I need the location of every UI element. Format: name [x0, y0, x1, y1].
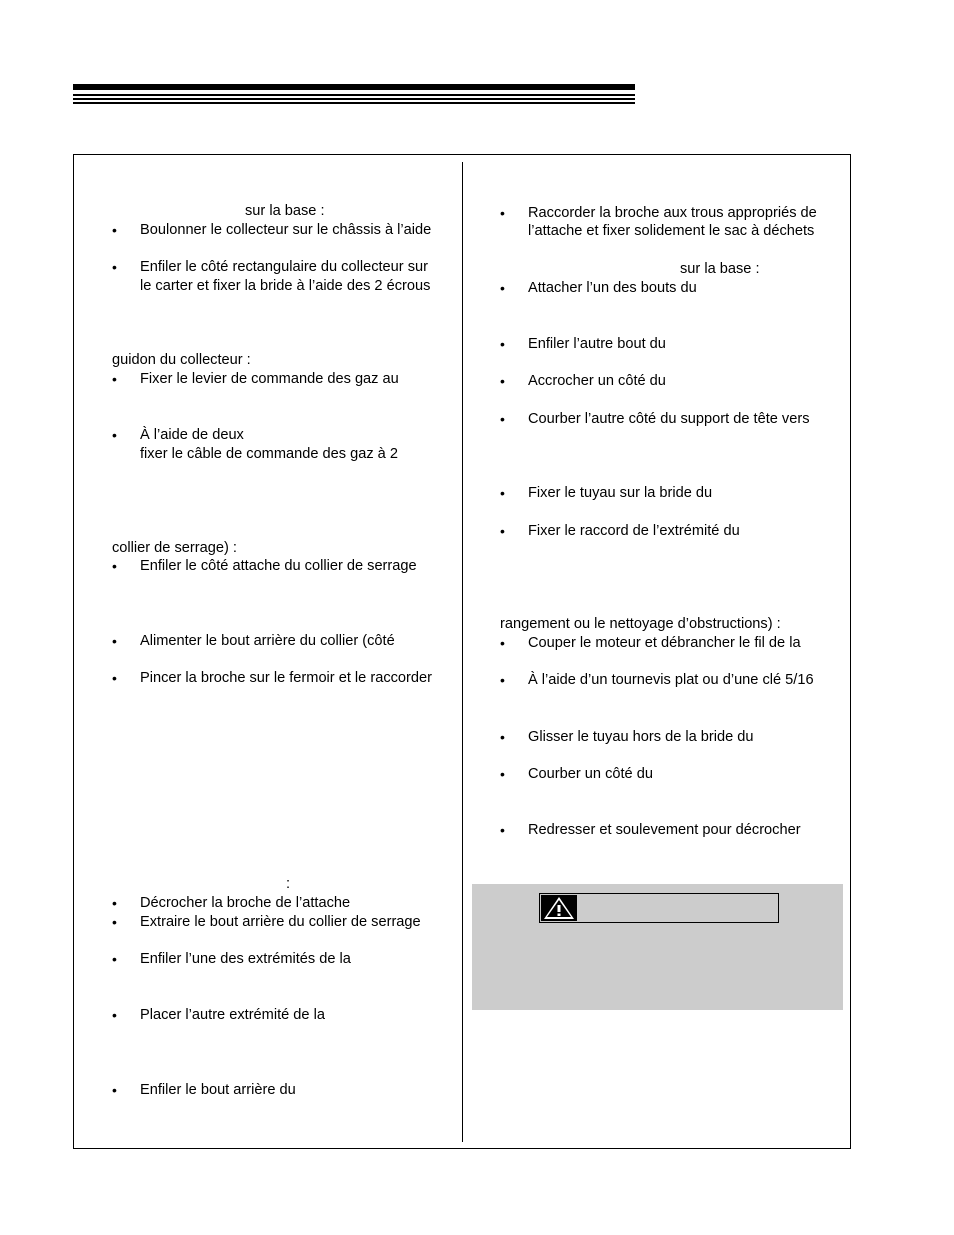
left-text-line: le carter et fixer la bride à l’aide des 2 écrous	[140, 278, 431, 294]
left-text-line: collier de serrage) :	[112, 540, 237, 556]
bullet: •	[500, 766, 505, 782]
bullet: •	[112, 895, 117, 911]
warning-label	[539, 893, 779, 923]
bullet: •	[500, 280, 505, 296]
left-text-line: À l’aide de deux	[140, 427, 244, 443]
right-text-line: sur la base :	[680, 261, 760, 277]
bullet: •	[500, 205, 505, 221]
bullet: •	[500, 672, 505, 688]
left-text-line: Fixer le levier de commande des gaz au	[140, 371, 399, 387]
bullet: •	[500, 485, 505, 501]
right-text-line: Redresser et soulevement pour décrocher	[528, 822, 801, 838]
header-rule-thin-2	[73, 98, 635, 100]
bullet: •	[112, 427, 117, 443]
right-text-line: Raccorder la broche aux trous appropriés de	[528, 205, 817, 221]
bullet: •	[500, 373, 505, 389]
right-text-line: À l’aide d’un tournevis plat ou d’une clé 5/16	[528, 672, 814, 688]
left-text-line: Enfiler l’une des extrémités de la	[140, 951, 351, 967]
bullet: •	[112, 670, 117, 686]
left-text-line: Boulonner le collecteur sur le châssis à l’aide	[140, 222, 432, 238]
right-text-line: l’attache et fixer solidement le sac à déchets	[528, 223, 815, 239]
column-divider	[462, 162, 463, 1142]
left-text-line: Alimenter le bout arrière du collier (côté	[140, 633, 395, 649]
left-text-line: sur la base :	[245, 203, 325, 219]
left-text-line: :	[286, 876, 291, 892]
left-text-line: Placer l’autre extrémité de la	[140, 1007, 325, 1023]
right-text-line: Glisser le tuyau hors de la bride du	[528, 729, 754, 745]
bullet: •	[112, 1007, 117, 1023]
bullet: •	[112, 633, 117, 649]
right-text-line: Attacher l’un des bouts du	[528, 280, 697, 296]
right-text-line: Couper le moteur et débrancher le fil de la	[528, 635, 801, 651]
right-text-line: Enfiler l’autre bout du	[528, 336, 666, 352]
right-text-line: Courber l’autre côté du support de tête vers	[528, 411, 810, 427]
bullet: •	[500, 411, 505, 427]
left-text-line: guidon du collecteur :	[112, 352, 251, 368]
right-text-line: Accrocher un côté du	[528, 373, 666, 389]
bullet: •	[500, 729, 505, 745]
left-text-line: Enfiler le côté rectangulaire du collecteur sur	[140, 259, 428, 275]
header-rule-thin-3	[73, 102, 635, 104]
right-text-line: rangement ou le nettoyage d’obstructions) :	[500, 616, 781, 632]
bullet: •	[112, 1082, 117, 1098]
bullet: •	[112, 222, 117, 238]
right-text-line: Fixer le tuyau sur la bride du	[528, 485, 713, 501]
bullet: •	[500, 523, 505, 539]
left-text-line: Décrocher la broche de l’attache	[140, 895, 351, 911]
bullet: •	[500, 822, 505, 838]
right-text-line: Courber un côté du	[528, 766, 653, 782]
bullet: •	[500, 336, 505, 352]
bullet: •	[112, 914, 117, 930]
bullet: •	[112, 259, 117, 275]
left-text-line: Extraire le bout arrière du collier de serrage	[140, 914, 421, 930]
bullet: •	[112, 371, 117, 387]
bullet: •	[500, 635, 505, 651]
left-text-line: fixer le câble de commande des gaz à 2	[140, 446, 398, 462]
bullet: •	[112, 558, 117, 574]
header-rule-thick	[73, 84, 635, 90]
warning-triangle-icon	[541, 895, 577, 921]
bullet: •	[112, 951, 117, 967]
left-text-line: Pincer la broche sur le fermoir et le raccorder	[140, 670, 432, 686]
right-text-line: Fixer le raccord de l’extrémité du	[528, 523, 740, 539]
left-text-line: Enfiler le bout arrière du	[140, 1082, 296, 1098]
left-text-line: Enfiler le côté attache du collier de serrage	[140, 558, 417, 574]
header-rule-thin-1	[73, 94, 635, 96]
